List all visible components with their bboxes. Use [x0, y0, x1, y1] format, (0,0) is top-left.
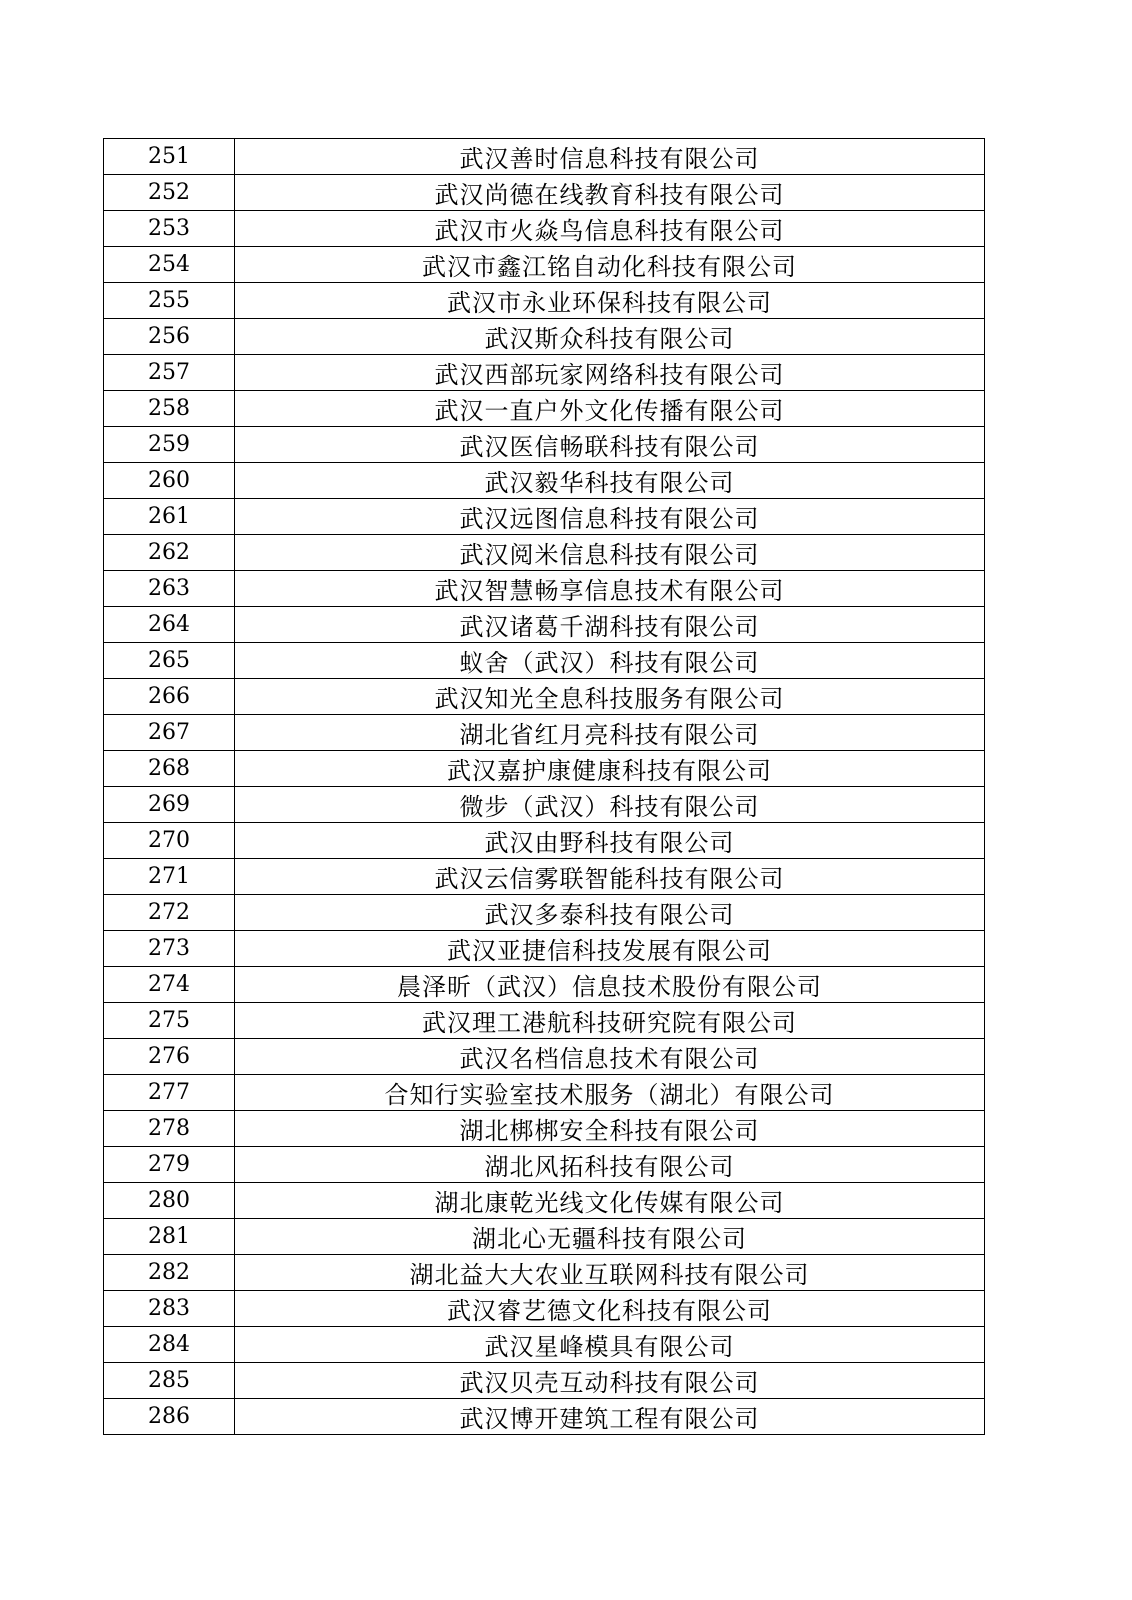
- row-number-cell: 262: [104, 535, 235, 571]
- table-row: [104, 1003, 985, 1039]
- table-row: [104, 967, 985, 1003]
- row-number-cell: 272: [104, 895, 235, 931]
- row-number-cell: 280: [104, 1183, 235, 1219]
- row-number-cell: 277: [104, 1075, 235, 1111]
- table-row: [104, 859, 985, 895]
- company-name-cell: 湖北风拓科技有限公司: [235, 1147, 985, 1183]
- table-row: [104, 571, 985, 607]
- table-row: [104, 1183, 985, 1219]
- company-name-cell: 湖北益大大农业互联网科技有限公司: [235, 1255, 985, 1291]
- table-row: [104, 715, 985, 751]
- row-number-cell: 265: [104, 643, 235, 679]
- company-name-cell: 武汉知光全息科技服务有限公司: [235, 679, 985, 715]
- company-name-cell: 武汉远图信息科技有限公司: [235, 499, 985, 535]
- row-number-cell: 284: [104, 1327, 235, 1363]
- table-row: [104, 391, 985, 427]
- table-row: [104, 535, 985, 571]
- company-name-cell: 武汉由野科技有限公司: [235, 823, 985, 859]
- table-row: [104, 1399, 985, 1435]
- company-name-cell: 武汉亚捷信科技发展有限公司: [235, 931, 985, 967]
- company-name-cell: 武汉一直户外文化传播有限公司: [235, 391, 985, 427]
- row-number-cell: 260: [104, 463, 235, 499]
- company-name-cell: 武汉市永业环保科技有限公司: [235, 283, 985, 319]
- table-row: [104, 1075, 985, 1111]
- table-row: [104, 139, 985, 175]
- table-row: [104, 823, 985, 859]
- table-row: [104, 643, 985, 679]
- table-row: [104, 463, 985, 499]
- company-name-cell: 湖北心无疆科技有限公司: [235, 1219, 985, 1255]
- company-name-cell: 武汉智慧畅享信息技术有限公司: [235, 571, 985, 607]
- row-number-cell: 279: [104, 1147, 235, 1183]
- table-row: [104, 1039, 985, 1075]
- table-row: [104, 211, 985, 247]
- row-number-cell: 275: [104, 1003, 235, 1039]
- table-row: [104, 175, 985, 211]
- row-number-cell: 276: [104, 1039, 235, 1075]
- row-number-cell: 266: [104, 679, 235, 715]
- company-name-cell: 武汉医信畅联科技有限公司: [235, 427, 985, 463]
- table-row: [104, 895, 985, 931]
- row-number-cell: 257: [104, 355, 235, 391]
- company-name-cell: 武汉善时信息科技有限公司: [235, 139, 985, 175]
- table-row: [104, 1327, 985, 1363]
- table-row: [104, 751, 985, 787]
- company-name-cell: 武汉睿艺德文化科技有限公司: [235, 1291, 985, 1327]
- company-list-table: [103, 138, 985, 1435]
- row-number-cell: 286: [104, 1399, 235, 1435]
- row-number-cell: 281: [104, 1219, 235, 1255]
- row-number-cell: 270: [104, 823, 235, 859]
- company-name-cell: 武汉毅华科技有限公司: [235, 463, 985, 499]
- company-name-cell: 湖北康乾光线文化传媒有限公司: [235, 1183, 985, 1219]
- company-name-cell: 武汉阅米信息科技有限公司: [235, 535, 985, 571]
- table-row: [104, 247, 985, 283]
- row-number-cell: 282: [104, 1255, 235, 1291]
- table-row: [104, 931, 985, 967]
- company-name-cell: 湖北梆梆安全科技有限公司: [235, 1111, 985, 1147]
- company-name-cell: 武汉理工港航科技研究院有限公司: [235, 1003, 985, 1039]
- company-name-cell: 武汉贝壳互动科技有限公司: [235, 1363, 985, 1399]
- row-number-cell: 256: [104, 319, 235, 355]
- table-row: [104, 499, 985, 535]
- row-number-cell: 268: [104, 751, 235, 787]
- table-row: [104, 283, 985, 319]
- table-row: [104, 1255, 985, 1291]
- table-row: [104, 1291, 985, 1327]
- table-row: [104, 679, 985, 715]
- company-name-cell: 武汉西部玩家网络科技有限公司: [235, 355, 985, 391]
- row-number-cell: 285: [104, 1363, 235, 1399]
- company-name-cell: 武汉市鑫江铭自动化科技有限公司: [235, 247, 985, 283]
- row-number-cell: 271: [104, 859, 235, 895]
- company-name-cell: 武汉嘉护康健康科技有限公司: [235, 751, 985, 787]
- table-row: [104, 1363, 985, 1399]
- company-name-cell: 蚁舍（武汉）科技有限公司: [235, 643, 985, 679]
- company-name-cell: 微步（武汉）科技有限公司: [235, 787, 985, 823]
- company-name-cell: 武汉博开建筑工程有限公司: [235, 1399, 985, 1435]
- company-list-body: [104, 139, 985, 1435]
- company-name-cell: 武汉星峰模具有限公司: [235, 1327, 985, 1363]
- row-number-cell: 283: [104, 1291, 235, 1327]
- row-number-cell: 259: [104, 427, 235, 463]
- table-row: [104, 319, 985, 355]
- table-row: [104, 1219, 985, 1255]
- row-number-cell: 255: [104, 283, 235, 319]
- row-number-cell: 267: [104, 715, 235, 751]
- row-number-cell: 251: [104, 139, 235, 175]
- company-name-cell: 合知行实验室技术服务（湖北）有限公司: [235, 1075, 985, 1111]
- row-number-cell: 273: [104, 931, 235, 967]
- table-row: [104, 607, 985, 643]
- company-name-cell: 武汉市火焱鸟信息科技有限公司: [235, 211, 985, 247]
- company-name-cell: 武汉诸葛千湖科技有限公司: [235, 607, 985, 643]
- table-row: [104, 1111, 985, 1147]
- row-number-cell: 264: [104, 607, 235, 643]
- company-name-cell: 武汉名档信息技术有限公司: [235, 1039, 985, 1075]
- company-name-cell: 武汉尚德在线教育科技有限公司: [235, 175, 985, 211]
- company-name-cell: 武汉斯众科技有限公司: [235, 319, 985, 355]
- table-row: [104, 787, 985, 823]
- table-row: [104, 355, 985, 391]
- row-number-cell: 261: [104, 499, 235, 535]
- table-row: [104, 427, 985, 463]
- company-name-cell: 晨泽昕（武汉）信息技术股份有限公司: [235, 967, 985, 1003]
- table-row: [104, 1147, 985, 1183]
- row-number-cell: 254: [104, 247, 235, 283]
- row-number-cell: 252: [104, 175, 235, 211]
- row-number-cell: 274: [104, 967, 235, 1003]
- company-name-cell: 武汉多泰科技有限公司: [235, 895, 985, 931]
- row-number-cell: 278: [104, 1111, 235, 1147]
- row-number-cell: 258: [104, 391, 235, 427]
- company-name-cell: 湖北省红月亮科技有限公司: [235, 715, 985, 751]
- row-number-cell: 269: [104, 787, 235, 823]
- row-number-cell: 253: [104, 211, 235, 247]
- row-number-cell: 263: [104, 571, 235, 607]
- company-name-cell: 武汉云信雾联智能科技有限公司: [235, 859, 985, 895]
